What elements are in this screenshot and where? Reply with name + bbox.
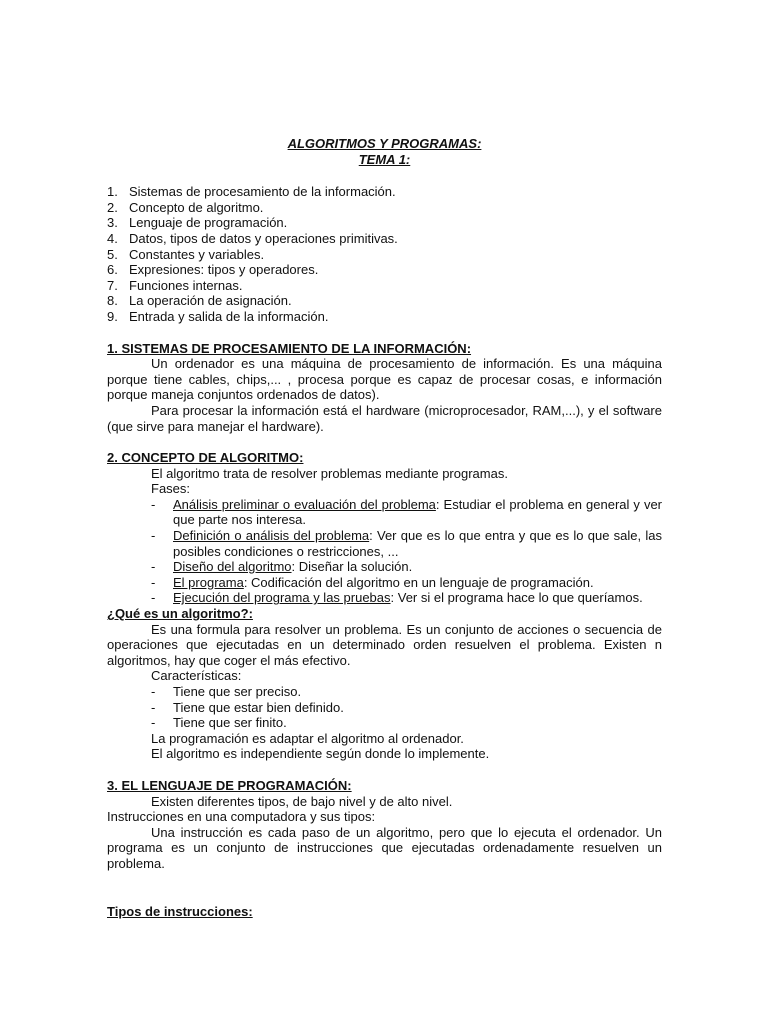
list-item: [107, 497, 662, 528]
list-term: Definición o análisis del problema: [173, 528, 370, 544]
toc-number: 9.: [107, 308, 118, 324]
toc-text: Expresiones: tipos y operadores.: [129, 262, 319, 278]
list-dash: -: [151, 684, 156, 699]
toc-text: Entrada y salida de la información.: [129, 308, 329, 324]
toc-item: [107, 231, 662, 247]
toc-number: 8.: [107, 293, 118, 309]
list-text: Tiene que ser preciso.: [173, 684, 302, 699]
toc-text: Lenguaje de programación.: [129, 215, 288, 231]
toc-item: [107, 293, 662, 309]
list-desc: : Diseñar la solución.: [291, 559, 413, 575]
toc-text: Datos, tipos de datos y operaciones primitivas.: [129, 230, 398, 246]
list-dash: -: [151, 699, 156, 715]
list-dash: -: [151, 496, 156, 512]
list-text: Tiene que estar bien definido.: [173, 699, 344, 715]
document-subtitle: TEMA 1:: [358, 151, 411, 167]
list-dash: -: [151, 528, 156, 544]
toc-text: Sistemas de procesamiento de la información.: [129, 184, 396, 200]
paragraph: Una instrucción es cada paso de un algoritmo, pero que lo ejecuta el ordenador. Un programa es un conjunto de instrucciones que ejecutadas ordenadamente resuelven un problema.: [107, 824, 662, 871]
fases-label: Fases:: [151, 481, 191, 497]
toc-number: 5.: [107, 246, 118, 262]
toc-item: [107, 184, 662, 200]
toc-text: Funciones internas.: [129, 277, 243, 293]
toc-text: Concepto de algoritmo.: [129, 199, 264, 215]
list-desc: : Estudiar el problema en general y ver que parte nos interesa.: [173, 496, 663, 528]
list-term: Ejecución del programa y las pruebas: [173, 590, 391, 606]
section-heading: 3. EL LENGUAJE DE PROGRAMACIÓN:: [107, 777, 352, 793]
table-of-contents: [107, 184, 662, 324]
list-desc: : Ver que es lo que entra y que es lo que sale, las posibles condiciones o restricciones, ...: [173, 528, 662, 559]
list-dash: -: [151, 590, 156, 606]
list-text: Tiene que ser finito.: [173, 715, 287, 731]
list-dash: -: [151, 574, 156, 590]
list-dash: -: [151, 715, 156, 731]
list-item: [107, 528, 662, 559]
list-desc: : Codificación del algoritmo en un lenguaje de programación.: [243, 574, 594, 590]
paragraph: Es una formula para resolver un problema. Es un conjunto de acciones o secuencia de operaciones que ejecutadas en un determinado orden resuelven el problema. Existen n algoritmos, hay que coger el más efectivo.: [107, 621, 662, 668]
toc-number: 1.: [107, 184, 118, 200]
paragraph: Existen diferentes tipos, de bajo nivel y de alto nivel.: [151, 793, 453, 809]
list-item: [107, 590, 662, 606]
list-term: Análisis preliminar o evaluación del problema: [173, 496, 436, 512]
toc-item: [107, 215, 662, 231]
list-desc: : Ver si el programa hace lo que queríamos.: [390, 590, 643, 606]
toc-number: 2.: [107, 199, 118, 215]
list-item: [107, 700, 662, 716]
toc-text: Constantes y variables.: [129, 246, 265, 262]
toc-number: 4.: [107, 230, 118, 246]
toc-item: [107, 247, 662, 263]
list-item: [107, 715, 662, 731]
paragraph: Para procesar la información está el hardware (microprocesador, RAM,...), y el software (que sirve para manejar el hardware).: [107, 402, 662, 434]
document-title: ALGORITMOS Y PROGRAMAS:: [287, 136, 482, 151]
toc-item: [107, 262, 662, 278]
list-item: [107, 559, 662, 575]
question-heading: ¿Qué es un algoritmo?:: [107, 606, 253, 622]
paragraph: Instrucciones en una computadora y sus tipos:: [107, 809, 376, 825]
section-heading: 1. SISTEMAS DE PROCESAMIENTO DE LA INFORMACIÓN:: [107, 340, 472, 356]
document-page: [107, 136, 662, 919]
subsection-heading: Tipos de instrucciones:: [107, 903, 253, 919]
paragraph: El algoritmo es independiente según donde lo implemente.: [151, 746, 490, 762]
list-term: Diseño del algoritmo: [173, 559, 292, 575]
toc-number: 3.: [107, 215, 118, 231]
characteristics-label: Características:: [151, 668, 242, 684]
toc-item: [107, 309, 662, 325]
paragraph: El algoritmo trata de resolver problemas mediante programas.: [151, 465, 508, 481]
section-heading: 2. CONCEPTO DE ALGORITMO:: [107, 450, 304, 466]
list-dash: -: [151, 559, 156, 575]
toc-number: 6.: [107, 262, 118, 278]
paragraph: La programación es adaptar el algoritmo al ordenador.: [151, 730, 464, 746]
list-item: [107, 575, 662, 591]
toc-number: 7.: [107, 277, 118, 293]
list-item: [107, 684, 662, 700]
toc-text: La operación de asignación.: [129, 293, 292, 309]
list-term: El programa: [173, 574, 244, 590]
paragraph: Un ordenador es una máquina de procesamiento de información. Es una máquina porque tiene cables, chips,... , procesa porque es capaz de procesar cosas, e información porque maneja conjuntos ordenados de datos).: [107, 356, 662, 403]
toc-item: [107, 278, 662, 294]
toc-item: [107, 200, 662, 216]
